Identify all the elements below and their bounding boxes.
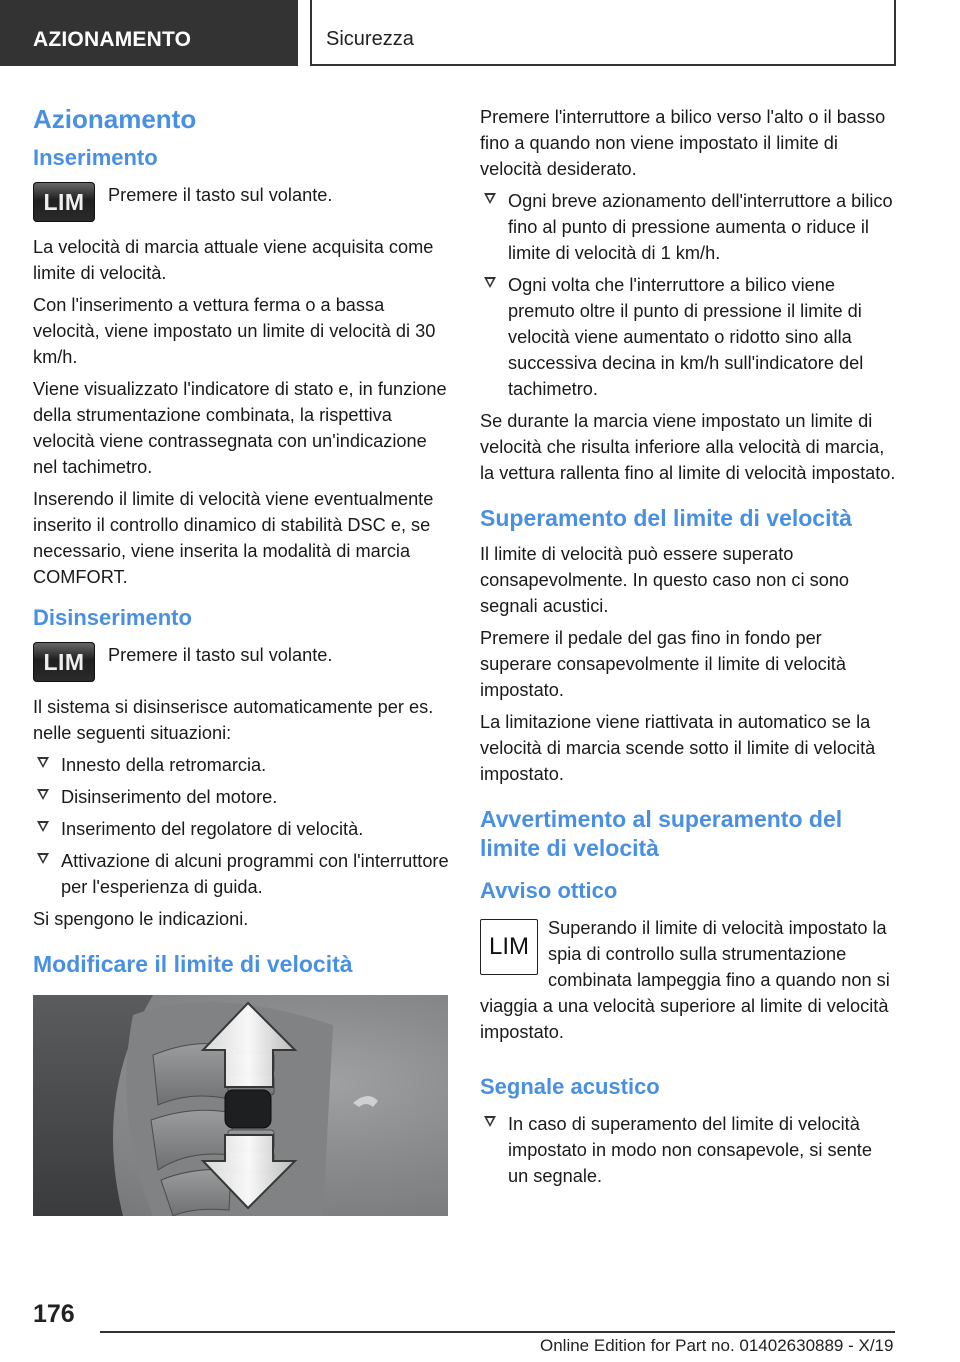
chapter-tab — [310, 0, 896, 66]
footer-divider — [100, 1331, 895, 1333]
inserimento-paragraph-1: La velocità di marcia attuale viene acquisita come limite di velocità. — [33, 237, 434, 283]
steering-wheel-illustration — [33, 995, 448, 1216]
list-item: Attivazione di alcuni programmi con l'interruttore per l'esperienza di guida. — [33, 848, 449, 900]
avviso-paragraph: Superando il limite di velocità impostato la spia di controllo sulla strumentazione combinata lampeggia fino a quando non si viaggia a una velocità superiore al limite di velocità impostato. — [480, 918, 890, 1042]
list-item: Disinserimento del motore. — [33, 784, 449, 810]
superamento-paragraph-3: La limitazione viene riattivata in automatico se la velocità di marcia scende sotto il limite di velocità impostato. — [480, 712, 876, 784]
disinserimento-paragraph-1: Il sistema si disinserisce automaticamente per es. nelle seguenti situazioni: — [33, 697, 434, 743]
inserimento-paragraph-4: Inserendo il limite di velocità viene eventualmente inserito il controllo dinamico di stabilità DSC e, se necessario, viene inserita la modalità di marcia COMFORT. — [33, 489, 434, 587]
list-item: Inserimento del regolatore di velocità. — [33, 816, 449, 842]
heading-avvertimento: Avvertimento al superamento del limite di velocità — [480, 806, 843, 861]
heading-disinserimento: Disinserimento — [33, 605, 192, 630]
bullet-triangle-icon — [37, 821, 49, 832]
list-item: In caso di superamento del limite di velocità impostato in modo non consapevole, si sente un segnale. — [480, 1111, 896, 1189]
left-column — [33, 100, 449, 1216]
list-item: Ogni breve azionamento dell'interruttore a bilico fino al punto di pressione aumenta o riduce il limite di velocità di 1 km/h. — [480, 188, 896, 266]
bullet-triangle-icon — [484, 193, 496, 204]
inserimento-paragraph-3: Viene visualizzato l'indicatore di stato e, in funzione della strumentazione combinata, la rispettiva velocità viene contrassegnata con un'indicazione nel tachimetro. — [33, 379, 447, 477]
heading-avviso-ottico: Avviso ottico — [480, 878, 618, 903]
inserimento-step-text: Premere il tasto sul volante. — [108, 185, 333, 205]
modificare-paragraph-2: Se durante la marcia viene impostato un limite di velocità che risulta inferiore alla velocità di marcia, la vettura rallenta fino al limite di velocità impostato. — [480, 411, 896, 483]
lim-button-icon: LIM — [33, 642, 95, 682]
inserimento-step — [33, 182, 449, 228]
chapter-title: Sicurezza — [326, 28, 414, 50]
disinserimento-step-text: Premere il tasto sul volante. — [108, 645, 333, 665]
inserimento-paragraph-2: Con l'inserimento a vettura ferma o a bassa velocità, viene impostato un limite di velocità di 30 km/h. — [33, 295, 436, 367]
modificare-paragraph-1: Premere l'interruttore a bilico verso l'alto o il basso fino a quando non viene impostato il limite di velocità desiderato. — [480, 107, 886, 179]
avviso-ottico-block — [480, 915, 896, 1051]
superamento-paragraph-2: Premere il pedale del gas fino in fondo per superare consapevolmente il limite di velocità impostato. — [480, 628, 846, 700]
list-item: Ogni volta che l'interruttore a bilico viene premuto oltre il punto di pressione il limite di velocità viene aumentato o ridotto sino alla successiva decina in km/h sull'indicatore del tachimetro. — [480, 272, 896, 402]
bullet-triangle-icon — [484, 1116, 496, 1127]
bullet-triangle-icon — [37, 853, 49, 864]
heading-segnale-acustico: Segnale acustico — [480, 1074, 660, 1099]
page-header — [0, 0, 960, 66]
heading-inserimento: Inserimento — [33, 145, 158, 170]
heading-azionamento: Azionamento — [33, 104, 197, 134]
lim-indicator-light-icon: LIM — [480, 919, 538, 975]
superamento-paragraph-1: Il limite di velocità può essere superato consapevolmente. In questo caso non ci sono segnali acustici. — [480, 544, 850, 616]
disinserimento-step — [33, 642, 449, 688]
bullet-triangle-icon — [37, 789, 49, 800]
bullet-triangle-icon — [484, 277, 496, 288]
heading-modificare: Modificare il limite di velocità — [33, 951, 353, 977]
steering-wheel-rocker-switch-illustration — [33, 995, 448, 1216]
disinserimento-paragraph-2: Si spengono le indicazioni. — [33, 909, 249, 929]
list-item: Innesto della retromarcia. — [33, 752, 449, 778]
page-number: 176 — [33, 1300, 75, 1328]
right-column — [480, 104, 896, 1195]
section-tab — [0, 0, 298, 66]
footer-edition: Online Edition for Part no. 01402630889 - X/19 — [540, 1336, 894, 1355]
bullet-triangle-icon — [37, 757, 49, 768]
heading-superamento: Superamento del limite di velocità — [480, 505, 852, 531]
section-title: AZIONAMENTO — [33, 28, 192, 51]
lim-button-icon: LIM — [33, 182, 95, 222]
